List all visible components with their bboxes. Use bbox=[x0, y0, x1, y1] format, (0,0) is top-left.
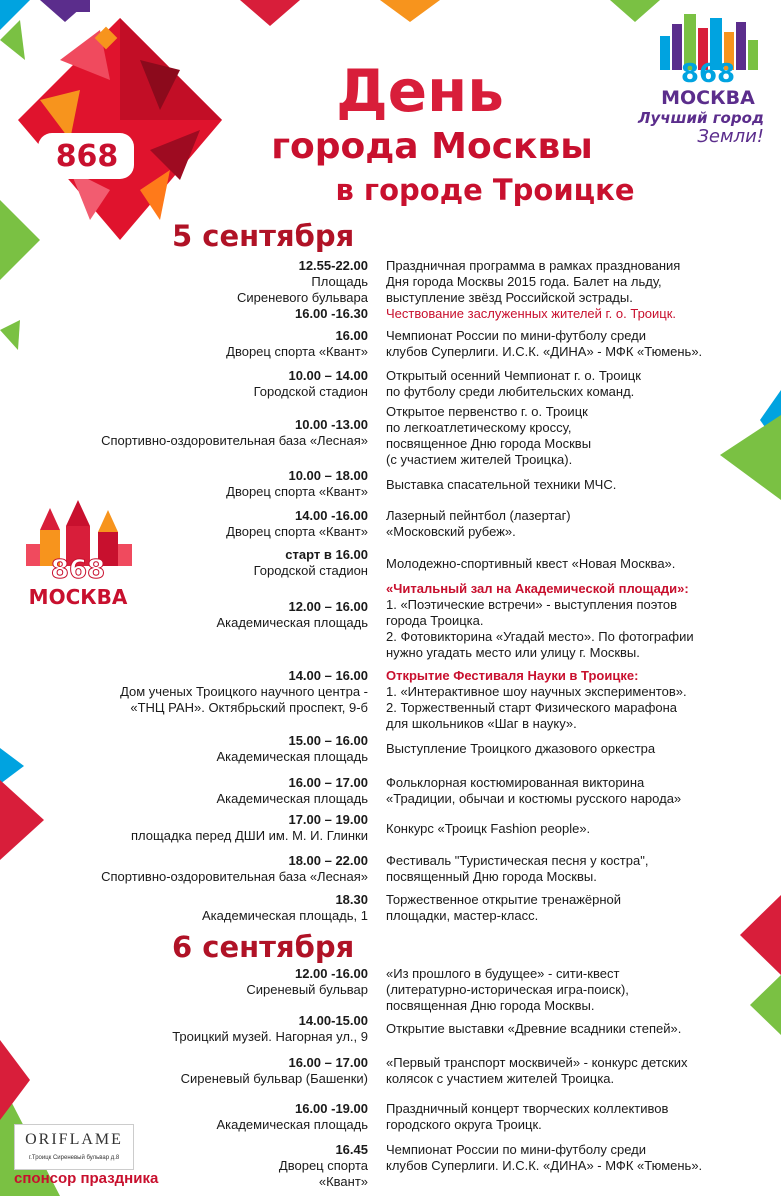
event-desc: «Из прошлого в будущее» - сити-квест bbox=[386, 966, 620, 981]
logo-top-city: МОСКВА bbox=[661, 87, 755, 109]
event-time: 16.00 -19.00 bbox=[294, 1101, 368, 1116]
event-desc: «Московский рубеж». bbox=[386, 524, 516, 539]
logo-top-number: 868 bbox=[680, 59, 736, 89]
event-desc: по легкоатлетическому кроссу, bbox=[386, 420, 572, 435]
event-time: 12.00 – 16.00 bbox=[288, 599, 368, 614]
event-desc: городского округа Троицк. bbox=[386, 1117, 542, 1132]
event-desc: (с участием жителей Троицка). bbox=[386, 452, 573, 467]
event-desc: колясок с участием жителей Троицка. bbox=[386, 1071, 615, 1086]
event-time: 14.00 -16.00 bbox=[294, 508, 368, 523]
event-place: Сиреневый бульвар (Башенки) bbox=[180, 1071, 368, 1086]
event-desc: нужно угадать место или улицу г. Москвы. bbox=[386, 645, 640, 660]
event-place: Сиреневый бульвар bbox=[246, 982, 368, 997]
event-time: 16.45 bbox=[335, 1142, 368, 1157]
event-time: 12.55-22.00 bbox=[298, 258, 368, 273]
event-desc: Лазерный пейнтбол (лазертаг) bbox=[386, 508, 571, 523]
event-desc: для школьников «Шаг в науку». bbox=[386, 716, 577, 731]
event-desc: Торжественное открытие тренажёрной bbox=[386, 892, 622, 907]
page-title-line1: День bbox=[336, 57, 504, 125]
event-place: Спортивно-оздоровительная база «Лесная» bbox=[101, 433, 368, 448]
page-title-line2: города Москвы bbox=[271, 126, 593, 167]
day2-heading: 6 сентября bbox=[172, 930, 355, 964]
moscow-868-logo-mid bbox=[20, 500, 136, 610]
event-time: 16.00 – 17.00 bbox=[288, 775, 368, 790]
event-time: старт в 16.00 bbox=[285, 547, 368, 562]
event-place: Троицкий музей. Нагорная ул., 9 bbox=[172, 1029, 368, 1044]
sponsor-brand: ORIFLAME bbox=[25, 1131, 123, 1148]
event-place: площадка перед ДШИ им. М. И. Глинки bbox=[131, 828, 368, 843]
event-place: «Квант» bbox=[318, 1174, 368, 1189]
event-place: Академическая площадь bbox=[216, 749, 368, 764]
event-desc: Открытие выставки «Древние всадники степей». bbox=[386, 1021, 682, 1036]
event-desc: Открытый осенний Чемпионат г. о. Троицк bbox=[386, 368, 641, 383]
event-place: Академическая площадь, 1 bbox=[202, 908, 368, 923]
day1-heading: 5 сентября bbox=[172, 219, 355, 253]
event-desc: 2. Фотовикторина «Угадай место». По фотографии bbox=[386, 629, 694, 644]
event-place: «ТНЦ РАН». Октябрьский проспект, 9-б bbox=[130, 700, 368, 715]
event-time: 18.00 – 22.00 bbox=[288, 853, 368, 868]
event-time: 14.00 – 16.00 bbox=[288, 668, 368, 683]
event-desc-highlight: «Читальный зал на Академической площади»: bbox=[386, 581, 689, 596]
event-desc: выступление звёзд Российской эстрады. bbox=[386, 290, 633, 305]
event-desc: Молодежно-спортивный квест «Новая Москва». bbox=[386, 556, 676, 571]
event-desc-highlight: Чествование заслуженных жителей г. о. Троицк. bbox=[386, 306, 677, 321]
event-desc: Праздничная программа в рамках празднования bbox=[386, 258, 681, 273]
event-place: Сиреневого бульвара bbox=[237, 290, 368, 305]
event-time: 14.00-15.00 bbox=[298, 1013, 368, 1028]
event-desc: Конкурс «Троицк Fashion people». bbox=[386, 821, 591, 836]
event-place: Дворец спорта «Квант» bbox=[226, 524, 368, 539]
event-desc: посвященный Дню города Москвы. bbox=[386, 869, 597, 884]
event-place: Дворец спорта «Квант» bbox=[226, 484, 368, 499]
event-desc: Праздничный концерт творческих коллективов bbox=[386, 1101, 669, 1116]
event-time: 10.00 – 14.00 bbox=[288, 368, 368, 383]
event-desc: Чемпионат России по мини-футболу среди bbox=[386, 1142, 646, 1157]
event-desc: по футболу среди любительских команд. bbox=[386, 384, 635, 399]
event-place: Дворец спорта «Квант» bbox=[226, 344, 368, 359]
event-desc-highlight: Открытие Фестиваля Науки в Троицке: bbox=[386, 668, 639, 683]
event-desc: Выступление Троицкого джазового оркестра bbox=[386, 741, 656, 756]
sponsor-label: спонсор праздника bbox=[14, 1170, 159, 1187]
event-desc: Чемпионат России по мини-футболу среди bbox=[386, 328, 646, 343]
event-desc: посвященное Дню города Москвы bbox=[386, 436, 592, 451]
event-desc: (литературно-историческая игра-поиск), bbox=[386, 982, 629, 997]
event-desc: «Первый транспорт москвичей» - конкурс детских bbox=[386, 1055, 688, 1070]
event-place: Академическая площадь bbox=[216, 1117, 368, 1132]
event-place: Городской стадион bbox=[253, 563, 368, 578]
event-place: Академическая площадь bbox=[216, 791, 368, 806]
event-time: 10.00 – 18.00 bbox=[288, 468, 368, 483]
event-desc: площадки, мастер-класс. bbox=[386, 908, 539, 923]
event-time: 18.30 bbox=[335, 892, 368, 907]
event-place: Дворец спорта bbox=[278, 1158, 368, 1173]
event-place: Дом ученых Троицкого научного центра - bbox=[120, 684, 368, 699]
event-desc: 2. Торжественный старт Физического марафона bbox=[386, 700, 678, 715]
logo-top-slogan1: Лучший город bbox=[637, 109, 764, 127]
event-place: Площадь bbox=[311, 274, 368, 289]
sponsor-address: г.Троицк Сиреневый бульвар д.8 bbox=[28, 1155, 120, 1161]
event-desc: 1. «Поэтические встречи» - выступления поэтов bbox=[386, 597, 678, 612]
logo-mid-city: МОСКВА bbox=[28, 585, 128, 609]
event-desc: клубов Суперлиги. И.С.К. «ДИНА» - МФК «Тюмень». bbox=[386, 344, 703, 359]
event-desc: Дня города Москвы 2015 года. Балет на льду, bbox=[386, 274, 662, 289]
event-place: Спортивно-оздоровительная база «Лесная» bbox=[101, 869, 368, 884]
event-time: 16.00 -16.30 bbox=[294, 306, 368, 321]
event-desc: «Традиции, обычаи и костюмы русского народа» bbox=[386, 791, 682, 806]
moscow-868-logo-top bbox=[637, 10, 764, 150]
logo-mid-number: 868 bbox=[50, 555, 106, 585]
event-time: 12.00 -16.00 bbox=[294, 966, 368, 981]
page-title-line3: в городе Троицке bbox=[335, 173, 635, 207]
event-desc: Открытое первенство г. о. Троицк bbox=[386, 404, 588, 419]
event-desc: Фольклорная костюмированная викторина bbox=[386, 775, 645, 790]
event-time: 10.00 -13.00 bbox=[294, 417, 368, 432]
event-place: Академическая площадь bbox=[216, 615, 368, 630]
event-desc: посвященная Дню города Москвы. bbox=[386, 998, 595, 1013]
event-desc: города Троицка. bbox=[386, 613, 484, 628]
event-place: Городской стадион bbox=[253, 384, 368, 399]
event-time: 16.00 bbox=[335, 328, 368, 343]
event-desc: клубов Суперлиги. И.С.К. «ДИНА» - МФК «Тюмень». bbox=[386, 1158, 703, 1173]
event-desc: 1. «Интерактивное шоу научных экспериментов». bbox=[386, 684, 687, 699]
logo-top-slogan2: Земли! bbox=[697, 126, 764, 147]
event-desc: Фестиваль "Туристическая песня у костра", bbox=[386, 853, 649, 868]
event-time: 16.00 – 17.00 bbox=[288, 1055, 368, 1070]
event-time: 17.00 – 19.00 bbox=[288, 812, 368, 827]
event-time: 15.00 – 16.00 bbox=[288, 733, 368, 748]
logo-top-left-number: 868 bbox=[55, 139, 119, 174]
sponsor-logo bbox=[14, 1124, 134, 1170]
event-desc: Выставка спасательной техники МЧС. bbox=[386, 477, 617, 492]
